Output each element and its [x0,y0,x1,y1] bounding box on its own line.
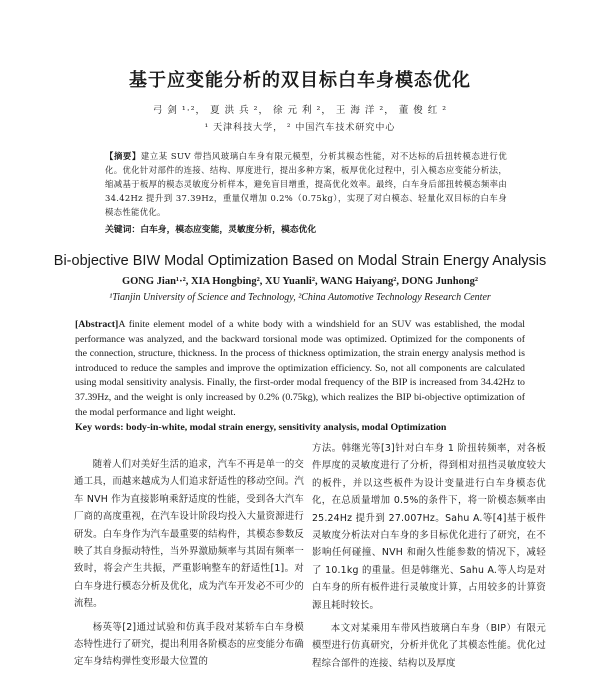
body-paragraph: 随着人们对美好生活的追求，汽车不再是单一的交通工具，而越来越成为人们追求舒适性的移动空间。汽车 NVH 作为直接影响乘舒适度的性能，受到各大汽车厂商的高度重视，在汽车设计阶段均投入大量资源进行研发。白车身作为汽车最重要的结构件，其模态参数反映了其自身振动特性，当外界激励频率与其固有频率一致时，将会产生共振，严重影响整车的舒适性[1]。对白车身进行模态分析及优化，成为汽车开发必不可少的流程。 [74,459,304,610]
chinese-keywords-text: 白车身，模态应变能，灵敏度分析，模态优化 [140,225,317,235]
english-abstract-label: [Abstract] [75,319,119,330]
english-keywords-text: body-in-white, modal strain energy, sensitivity analysis, modal Optimization [126,422,447,433]
chinese-affiliations: ¹ 天津科技大学， ² 中国汽车技术研究中心 [204,123,396,133]
body-paragraph: 本文对某乘用车带风挡玻璃白车身（BIP）有限元模型进行仿真研究，分析并优化了其模态性能。优化过程综合部件的连接、结构以及厚度 [312,623,546,669]
body-paragraph: 方法。韩继光等[3]针对白车身 1 阶扭转频率，对各板件厚度的灵敏度进行了分析，得到相对扭挡灵敏度较大的板件，并以这些板件为设计变量进行白车身模态优化，在总质量增加 0.5%的条件下，将一阶模态频率由 25.24Hz 提升到 27.007Hz。Sahu A.等[4]基于板件灵敏度分析法对白车身的多目标优化进行了研究，在不影响任何碰撞、NVH 和耐久性能参数的情况下，减轻了 10.1kg 的重量。但是韩继光、Sahu A.等人均是对白车身的所有板件进行灵敏度计算，占用较多的计算资源且耗时较长。 [312,443,546,611]
english-affiliations: ¹Tianjin University of Science and Technology, ²China Automotive Technology Research Center [109,292,491,303]
english-keywords-label: Key words: [75,422,124,433]
english-authors: GONG Jian¹·², XIA Hongbing², XU Yuanli², WANG Haiyang², DONG Junhong² [121,276,479,287]
english-abstract-text: A finite element model of a white body with a windshield for an SUV was established, the modal performance was analyzed, and the backward torsional mode was optimized. Optimized for the components of the connection, structure, thickness. In the process of thickness optimization, the strain energy analysis method is introduced to reduce the samples and improve the optimization efficiency. So, not all components are calculated using modal sensitivity analysis. Finally, the first-order modal frequency of the BIP is increased from 34.42Hz to 37.39Hz, and the weight is only increased by 0.2% (0.75kg), which realizes the BIP bi-objective optimization of the modal performance and light weight. [75,319,525,418]
chinese-abstract [105,149,507,219]
english-title: Bi-objective BIW Modal Optimization Based on Modal Strain Energy Analysis [53,253,547,269]
english-keywords [75,422,525,433]
chinese-title: 基于应变能分析的双目标白车身模态优化 [129,70,471,91]
chinese-keywords-label: 关键词： [105,225,141,235]
chinese-abstract-label: 【摘要】 [105,151,141,161]
body-column-right [312,440,546,672]
body-paragraph: 杨英等[2]通过试验和仿真手段对某轿车白车身模态特性进行了研究，提出利用各阶模态的应变能分布确定车身结构弹性变形最大位置的 [74,621,304,668]
chinese-keywords [105,222,507,235]
english-abstract [75,318,525,420]
body-column-left [74,456,304,671]
chinese-authors: 弓 剑 ¹·²， 夏 洪 兵 ²， 徐 元 利 ²， 王 海 洋 ²， 董 俊 红 ² [152,105,448,116]
chinese-abstract-text: 建立某 SUV 带挡风玻璃白车身有限元模型，分析其模态性能，对不达标的后扭转模态进行优化。优化针对部件的连接、结构、厚度进行，提出多种方案，板厚优化过程中，引入模态应变能分析法，缩减基于板厚的模态灵敏度分析样本，避免盲目增重，提高优化效率。最终，白车身后部扭转模态频率由 34.42Hz 提升到 37.39Hz，重量仅增加 0.2%（0.75kg），实现了对白模态、轻量化双目标的白车身模态性能优化。 [105,151,507,217]
